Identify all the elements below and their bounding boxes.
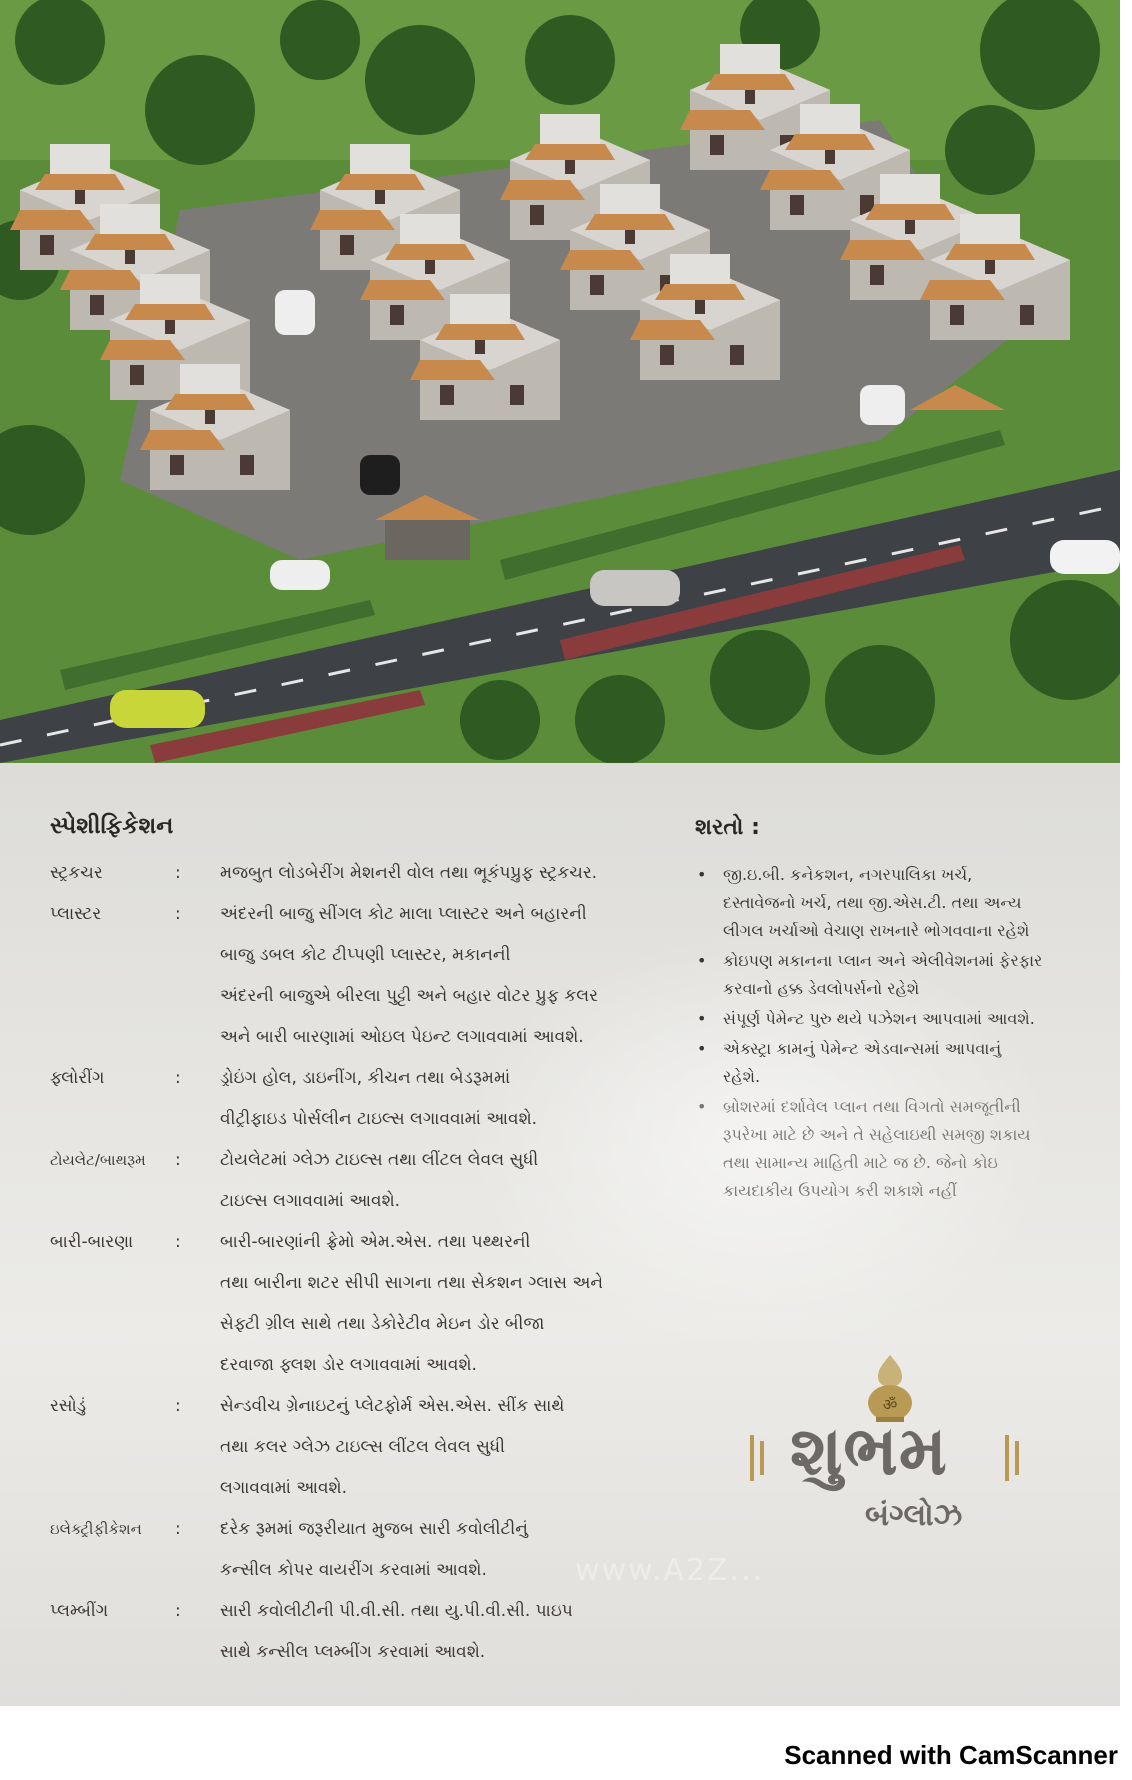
spec-row-toilet-bathroom [50,1140,690,1222]
spec-separator: : [175,1396,181,1416]
terms-item [695,861,1100,945]
terms-line: એક્સ્ટ્રા કામનું પેમેન્ટ એડવાન્સમાં આપવાનું [723,1039,1002,1058]
terms-line: લીગલ ખર્ચાઓ વેચાણ રાખનારે ભોગવવાના રહેશે [723,921,1030,940]
bullet-icon: • [697,1009,707,1028]
terms-line: કાયદાકીય ઉપયોગ કરી શકાશે નહીં [723,1181,957,1200]
spec-label: ફ્લોરીંગ [50,1068,105,1088]
terms-line: જી.ઇ.બી. કનેકશન, નગરપાલિકા ખર્ચ, [723,865,973,884]
watermark-text: www.A2Z... [575,1553,765,1588]
spec-line: વીટ્રીફાઇડ પોર્સલીન ટાઇલ્સ લગાવવામાં આવશે. [220,1109,538,1129]
terms-line: દસ્તાવેજનો ખર્ચ, તથા જી.એસ.ટી. તથા અન્ય [723,893,1022,912]
bullet-icon: • [697,865,707,884]
brand-subtitle: બંગ્લોઝ [865,1498,963,1533]
spec-label: ટોયલેટ/બાથરૂમ [50,1151,146,1169]
spec-label: પ્લમ્બીંગ [50,1601,109,1621]
terms-line: રહેશે. [723,1067,761,1086]
spec-line: મજબુત લોડબેરીંગ મેશનરી વોલ તથા ભૂકંપપ્રુફ સ્ટ્રકચર. [220,863,598,883]
spec-line: દરવાજા ફ્લશ ડોર લગાવવામાં આવશે. [220,1355,477,1375]
scanner-footer: Scanned with CamScanner [784,1740,1118,1770]
spec-separator: : [175,1601,181,1621]
bullet-icon: • [697,1097,707,1116]
terms-line: સંપૂર્ણ પેમેન્ટ પુરુ થયે પઝેશન આપવામાં આવશે. [723,1009,1035,1028]
bullet-icon: • [697,951,707,970]
spec-line: બાજુ ડબલ કોટ ટીપ્પણી પ્લાસ્ટર, મકાનની [220,945,511,965]
spec-line: તથા કલર ગ્લેઝ ટાઇલ્સ લીંટલ લેવલ સુધી [220,1437,505,1457]
spec-line: અંદરની બાજુએ બીરલા પુટ્ટી અને બહાર વોટર પ્રુફ કલર [220,986,598,1006]
spec-line: ટાઇલ્સ લગાવવામાં આવશે. [220,1191,401,1211]
terms-line: રૂપરેખા માટે છે અને તે સહેલાઇથી સમજી શકાય [723,1125,1031,1144]
spec-value [220,1140,720,1222]
spec-line: તથા બારીના શટર સીપી સાગના તથા સેકશન ગ્લાસ અને [220,1273,604,1293]
spec-separator: : [175,863,181,883]
spec-value [220,894,720,1058]
terms-line: તથા સામાન્ય માહિતી માટે જ છે. જેનો કોઇ [723,1153,998,1172]
spec-line: સાથે કન્સીલ પ્લમ્બીંગ કરવામાં આવશે. [220,1642,486,1662]
spec-separator: : [175,1150,181,1170]
spec-value [220,1591,720,1673]
terms-line: બ્રોશરમાં દર્શાવેલ પ્લાન તથા વિગતો સમજૂતીની [723,1097,1021,1116]
spec-line: કન્સીલ કોપર વાયરીંગ કરવામાં આવશે. [220,1560,487,1580]
spec-line: સારી કવોલીટીની પી.વી.સી. તથા યુ.પી.વી.સી. પાઇપ [220,1601,573,1621]
spec-value [220,853,720,894]
bullet-icon: • [697,1039,707,1058]
spec-separator: : [175,904,181,924]
terms-line: કરવાનો હક્ક ડેવલોપર્સનો રહેશે [723,979,920,998]
terms-item [695,1093,1100,1205]
spec-line: સેન્ડવીચ ગ્રેનાઇટનું પ્લેટફોર્મ એસ.એસ. સીંક સાથે [220,1396,565,1416]
terms-item [695,1005,1100,1033]
spec-row-doors-windows [50,1222,690,1386]
terms-title: શરતો : [695,815,760,840]
spec-line: બારી-બારણાંની ફ્રેમો એમ.એસ. તથા પથ્થરની [220,1232,531,1252]
spec-line: દરેક રૂમમાં જરૂરીયાત મુજબ સારી કવોલીટીનું [220,1519,528,1539]
spec-line: લગાવવામાં આવશે. [220,1478,348,1498]
terms-line: કોઇપણ મકાનના પ્લાન અને એલીવેશનમાં ફેરફાર [723,951,1043,970]
spec-separator: : [175,1232,181,1252]
spec-label: રસોડું [50,1396,87,1416]
terms-list [695,861,1100,1207]
svg-text:ॐ: ॐ [882,1395,898,1414]
spec-label: પ્લાસ્ટર [50,904,102,924]
brand-name: શુભમ [790,1411,948,1491]
brochure-sheet [0,763,1120,1706]
spec-separator: : [175,1519,181,1539]
spec-line: અને બારી બારણામાં ઓઇલ પેઇન્ટ લગાવવામાં આવશે. [220,1027,584,1047]
terms-item [695,947,1100,1003]
spec-row-flooring [50,1058,690,1140]
terms-item [695,1035,1100,1091]
spec-value [220,1058,720,1140]
spec-line: ડ્રોઇંગ હોલ, ડાઇનીંગ, કીચન તથા બેડરૂમમાં [220,1068,511,1088]
spec-line: ટોયલેટમાં ગ્લેઝ ટાઇલ્સ તથા લીંટલ લેવલ સુધી [220,1150,539,1170]
spec-row-kitchen [50,1386,690,1509]
spec-row-plaster [50,894,690,1058]
spec-value [220,1386,720,1509]
spec-row-plumbing [50,1591,690,1673]
spec-separator: : [175,1068,181,1088]
specifications-title: સ્પેશીફિકેશન [50,813,174,839]
brand-logo [740,1353,1040,1543]
spec-line: સેફ્ટી ગ્રીલ સાથે તથા ડેકોરેટીવ મેઇન ડોર બીજા [220,1314,545,1334]
spec-label: બારી-બારણા [50,1232,134,1252]
spec-label: સ્ટ્રકચર [50,863,103,883]
spec-line: અંદરની બાજુ સીંગલ કોટ માલા પ્લાસ્ટર અને બહારની [220,904,587,924]
spec-row-structure [50,853,690,894]
aerial-view-image [0,0,1120,763]
spec-label: ઇલેક્ટ્રીફીકેશન [50,1520,142,1538]
spec-value [220,1222,720,1386]
